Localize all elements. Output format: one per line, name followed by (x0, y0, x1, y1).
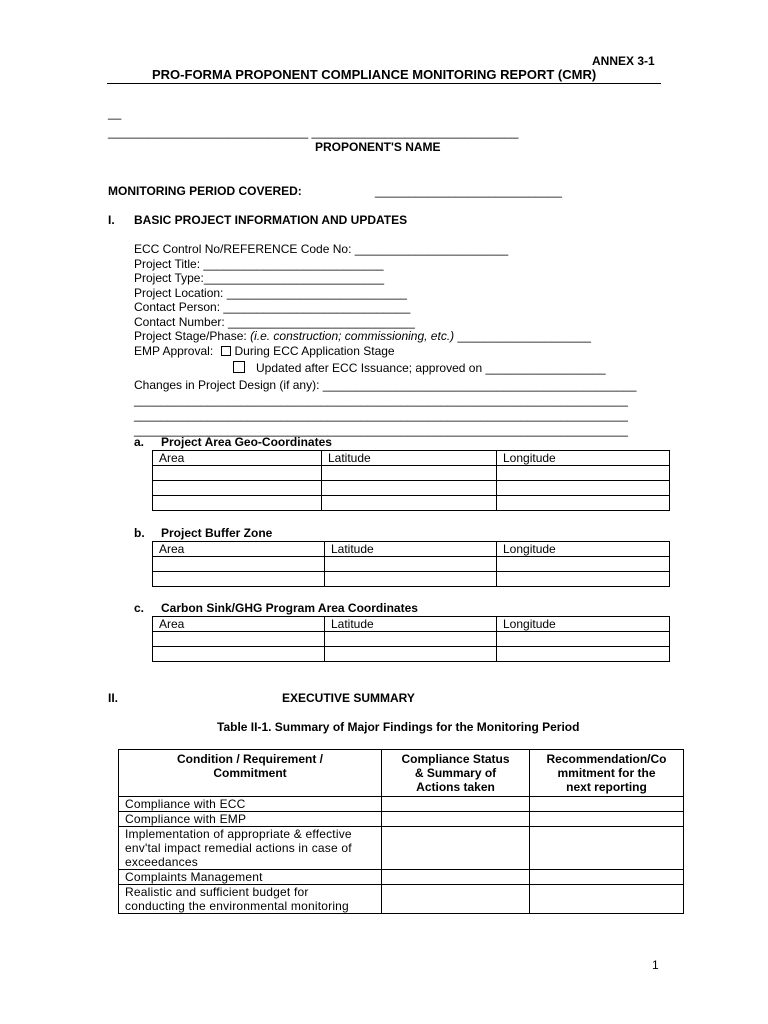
table-row (153, 572, 670, 587)
field-emp-updated (233, 361, 606, 375)
table-cell[interactable] (497, 466, 670, 481)
findings-summary-table (118, 749, 684, 914)
table-cell[interactable] (153, 496, 322, 511)
table-cell[interactable] (153, 481, 322, 496)
table-cell[interactable] (497, 572, 670, 587)
table-cell[interactable] (530, 885, 684, 914)
table-cell[interactable] (325, 632, 497, 647)
table-row (153, 496, 670, 511)
table-cell[interactable] (497, 632, 670, 647)
field-project-location: Project Location: ___________________________ (134, 286, 407, 300)
field-changes-design: Changes in Project Design (if any): _______________________________________________ (134, 378, 637, 392)
proponent-name-blank: ______________________________ _______________________________ (108, 125, 519, 139)
proponent-name-label: PROPONENT'S NAME (315, 140, 441, 154)
table-row (153, 647, 670, 662)
table-cell[interactable] (497, 481, 670, 496)
table-header-row (153, 617, 670, 632)
table-cell[interactable] (530, 827, 684, 870)
table-cell[interactable] (153, 632, 325, 647)
column-header-longitude: Longitude (497, 451, 670, 466)
summary-table-title: Table II-1. Summary of Major Findings for the Monitoring Period (217, 720, 580, 734)
changes-blank-line-2: __________________________________________________________________________ (134, 408, 628, 422)
column-header-latitude: Latitude (325, 617, 497, 632)
subsection-b-title: Project Buffer Zone (161, 526, 273, 540)
section1-title: BASIC PROJECT INFORMATION AND UPDATES (134, 213, 408, 227)
table-row (153, 632, 670, 647)
row-label: Complaints Management (119, 870, 382, 885)
project-stage-blank: ____________________ (454, 329, 591, 343)
row-label: Realistic and sufficient budget for conducting the environmental monitoring (119, 885, 382, 914)
table-row (119, 885, 684, 914)
emp-option-updated: Updated after ECC Issuance; approved on __________________ (256, 361, 606, 375)
column-header-area: Area (153, 617, 325, 632)
field-ecc-control: ECC Control No/REFERENCE Code No: _______________________ (134, 242, 509, 256)
table-cell[interactable] (497, 557, 670, 572)
table-cell[interactable] (530, 870, 684, 885)
row-label: Compliance with ECC (119, 797, 382, 812)
column-header-latitude: Latitude (322, 451, 497, 466)
subsection-a-letter: a. (134, 435, 145, 449)
table-row (153, 466, 670, 481)
emp-approval-label: EMP Approval: (134, 344, 214, 358)
field-contact-number: Contact Number: ____________________________ (134, 315, 415, 329)
column-header-longitude: Longitude (497, 617, 670, 632)
table-cell[interactable] (325, 557, 497, 572)
field-emp-approval (134, 344, 395, 358)
document-title: PRO-FORMA PROPONENT COMPLIANCE MONITORING REPORT (CMR) (152, 67, 597, 82)
column-header-area: Area (153, 451, 322, 466)
monitoring-period-label: MONITORING PERIOD COVERED: (108, 184, 302, 198)
table-header-row (153, 451, 670, 466)
field-project-type: Project Type:___________________________ (134, 271, 385, 285)
subsection-c-title: Carbon Sink/GHG Program Area Coordinates (161, 601, 418, 615)
table-cell[interactable] (497, 647, 670, 662)
table-cell[interactable] (382, 797, 530, 812)
changes-blank-line-1: __________________________________________________________________________ (134, 393, 628, 407)
table-cell[interactable] (325, 572, 497, 587)
emp-option-during-ecc: During ECC Application Stage (234, 344, 395, 358)
table-row (153, 481, 670, 496)
page-number: 1 (652, 958, 659, 972)
column-header-condition: Condition / Requirement / Commitment (119, 750, 382, 797)
table-header-row (119, 750, 684, 797)
title-rule (107, 83, 661, 84)
proponent-short-blank: __ (108, 106, 122, 120)
table-row (119, 870, 684, 885)
row-label: Implementation of appropriate & effective env'tal impact remedial actions in case of exceedances (119, 827, 382, 870)
field-project-title: Project Title: ___________________________ (134, 257, 384, 271)
buffer-zone-table (152, 541, 670, 587)
section2-number: II. (108, 691, 119, 705)
row-label: Compliance with EMP (119, 812, 382, 827)
annex-label: ANNEX 3-1 (592, 54, 655, 68)
field-contact-person: Contact Person: ____________________________ (134, 300, 411, 314)
column-header-latitude: Latitude (325, 542, 497, 557)
table-cell[interactable] (153, 557, 325, 572)
table-cell[interactable] (325, 647, 497, 662)
subsection-c-letter: c. (134, 601, 145, 615)
table-cell[interactable] (530, 812, 684, 827)
section1-number: I. (108, 213, 115, 227)
column-header-recommendation: Recommendation/Co mmitment for the next reporting (530, 750, 684, 797)
project-stage-label: Project Stage/Phase: (134, 329, 251, 343)
table-row (153, 557, 670, 572)
carbon-sink-table (152, 616, 670, 662)
table-cell[interactable] (382, 870, 530, 885)
table-row (119, 797, 684, 812)
table-cell[interactable] (153, 466, 322, 481)
changes-blank-line-3: __________________________________________________________________________ (134, 423, 628, 437)
table-cell[interactable] (382, 885, 530, 914)
section2-title: EXECUTIVE SUMMARY (282, 691, 415, 705)
subsection-a-title: Project Area Geo-Coordinates (161, 435, 332, 449)
table-cell[interactable] (153, 647, 325, 662)
table-cell[interactable] (530, 797, 684, 812)
checkbox-during-ecc[interactable] (221, 346, 231, 356)
column-header-compliance-status: Compliance Status & Summary of Actions taken (382, 750, 530, 797)
table-cell[interactable] (322, 481, 497, 496)
geo-coordinates-table (152, 450, 670, 511)
table-cell[interactable] (322, 466, 497, 481)
project-stage-hint: (i.e. construction; commissioning, etc.) (250, 329, 455, 343)
field-project-stage (134, 329, 591, 343)
checkbox-updated-after-ecc[interactable] (233, 361, 245, 373)
table-cell[interactable] (153, 572, 325, 587)
subsection-b-letter: b. (134, 526, 145, 540)
table-row (119, 812, 684, 827)
column-header-area: Area (153, 542, 325, 557)
table-cell[interactable] (322, 496, 497, 511)
table-cell[interactable] (382, 812, 530, 827)
table-header-row (153, 542, 670, 557)
column-header-longitude: Longitude (497, 542, 670, 557)
table-row (119, 827, 684, 870)
table-cell[interactable] (382, 827, 530, 870)
monitoring-period-blank: ____________________________ (375, 184, 562, 198)
table-cell[interactable] (497, 496, 670, 511)
